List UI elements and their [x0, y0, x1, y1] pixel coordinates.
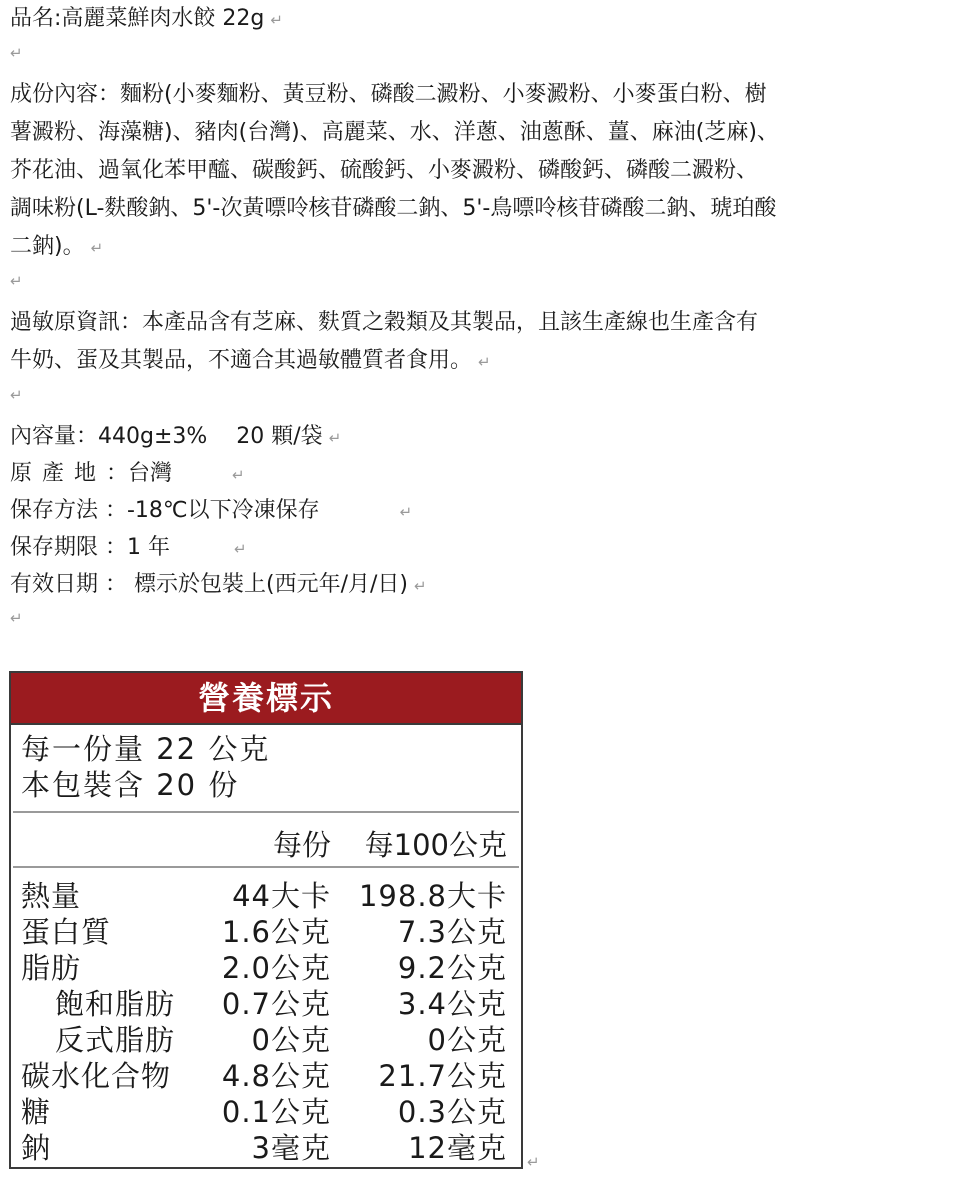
blank-line	[10, 266, 950, 304]
document-body	[10, 0, 950, 641]
ingredients-paragraph	[10, 76, 950, 266]
paragraph-mark-icon: ↵	[399, 503, 413, 521]
paragraph-mark-icon: ↵	[10, 44, 23, 62]
col-per-100g: 每100公克	[364, 828, 507, 862]
nutrient-per-100g: 9.2公克	[397, 951, 507, 985]
nutrition-rows	[11, 868, 521, 1166]
nutrient-per-100g: 3.4公克	[397, 987, 507, 1021]
nutrition-facts-panel	[9, 671, 523, 1169]
product-label: 品名:	[10, 6, 62, 31]
nutrient-name: 鈉	[21, 1131, 52, 1165]
nutrient-per-100g: 21.7公克	[378, 1059, 507, 1093]
nutrition-row	[11, 1022, 521, 1058]
expiry-text: 有效日期 ： 標示於包裝上(西元年/月/日)	[10, 572, 408, 597]
origin-label: 原產地	[10, 461, 107, 486]
nutrient-per-serving: 4.8公克	[221, 1059, 331, 1093]
paragraph-mark-icon: ↵	[90, 239, 104, 257]
serving-info	[11, 725, 521, 811]
allergen-line-text: 牛奶、蛋及其製品，不適合其過敏體質者食用。	[10, 348, 473, 373]
paragraph-mark-icon: ↵	[270, 11, 283, 29]
origin-line	[10, 455, 950, 492]
nutrient-name: 反式脂肪	[55, 1023, 176, 1057]
paragraph-mark-icon: ↵	[10, 272, 23, 290]
ingredients-line: 薯澱粉、海藻糖)、豬肉(台灣)、高麗菜、水、洋蔥、油蔥酥、薑、麻油(芝麻)、	[10, 120, 779, 145]
paragraph-mark-icon: ↵	[413, 577, 427, 595]
nutrient-per-serving: 0.1公克	[221, 1095, 331, 1129]
paragraph-mark-icon: ↵	[527, 1153, 540, 1171]
nutrition-row	[11, 1094, 521, 1130]
content-line	[10, 418, 950, 455]
shelf-life-text: 保存期限 ：1 年	[10, 535, 170, 560]
paragraph-mark-icon: ↵	[10, 609, 23, 627]
nutrient-per-serving: 0公克	[251, 1023, 331, 1057]
storage-line	[10, 492, 950, 529]
nutrient-name: 糖	[21, 1095, 52, 1129]
ingredients-line: 調味粉(L-麩酸鈉、5'-次黃嘌呤核苷磷酸二鈉、5'-鳥嘌呤核苷磷酸二鈉、琥珀酸	[10, 196, 777, 221]
blank-line	[10, 380, 950, 418]
nutrient-name: 碳水化合物	[21, 1059, 172, 1093]
paragraph-mark-icon: ↵	[478, 353, 491, 371]
allergen-paragraph	[10, 304, 950, 380]
nutrition-row	[11, 1058, 521, 1094]
nutrient-name: 飽和脂肪	[55, 987, 176, 1021]
serving-size: 每一份量 22 公克	[21, 732, 271, 766]
blank-line	[10, 603, 950, 641]
allergen-line-last	[10, 342, 950, 380]
nutrition-row	[11, 878, 521, 914]
nutrient-per-serving: 44大卡	[232, 879, 331, 913]
nutrient-per-serving: 0.7公克	[221, 987, 331, 1021]
ingredients-line-last	[10, 228, 950, 266]
product-name-line	[10, 0, 950, 38]
nutrient-per-serving: 3毫克	[251, 1131, 331, 1165]
nutrient-per-100g: 198.8大卡	[358, 879, 507, 913]
paragraph-mark-icon: ↵	[10, 386, 23, 404]
nutrition-row	[11, 986, 521, 1022]
nutrient-name: 熱量	[21, 879, 82, 913]
product-name: 高麗菜鮮肉水餃 22g	[61, 6, 265, 31]
nutrition-row	[11, 1130, 521, 1166]
nutrient-name: 蛋白質	[21, 915, 112, 949]
paragraph-mark-icon: ↵	[328, 429, 342, 447]
nutrient-per-100g: 0公克	[427, 1023, 507, 1057]
paragraph-mark-icon: ↵	[232, 466, 245, 484]
nutrition-title: 營養標示	[11, 673, 521, 725]
nutrient-per-serving: 2.0公克	[221, 951, 331, 985]
ingredients-line-text: 二鈉)。	[10, 234, 85, 259]
expiry-line	[10, 566, 950, 603]
nutrient-per-100g: 7.3公克	[397, 915, 507, 949]
ingredients-line: 成份內容：麵粉(小麥麵粉、黃豆粉、磷酸二澱粉、小麥澱粉、小麥蛋白粉、樹	[10, 82, 767, 107]
ingredients-line: 芥花油、過氧化苯甲醯、碳酸鈣、硫酸鈣、小麥澱粉、磷酸鈣、磷酸二澱粉、	[10, 158, 759, 183]
nutrition-column-headers	[11, 813, 521, 866]
allergen-line: 過敏原資訊：本產品含有芝麻、麩質之穀類及其製品，且該生產線也生產含有	[10, 310, 759, 335]
nutrient-name: 脂肪	[21, 951, 82, 985]
nutrition-row	[11, 914, 521, 950]
servings-per-package: 本包裝含 20 份	[21, 768, 240, 802]
shelf-life-line	[10, 529, 950, 566]
nutrient-per-serving: 1.6公克	[221, 915, 331, 949]
content-text: 內容量：440g±3% 20 顆/袋	[10, 424, 323, 449]
storage-text: 保存方法 ：-18℃以下冷凍保存	[10, 498, 320, 523]
col-per-serving: 每份	[272, 828, 331, 862]
origin-value: ：台灣	[106, 461, 173, 486]
paragraph-mark-icon: ↵	[233, 540, 247, 558]
nutrient-per-100g: 12毫克	[408, 1131, 507, 1165]
nutrition-row	[11, 950, 521, 986]
blank-line	[10, 38, 950, 76]
nutrient-per-100g: 0.3公克	[397, 1095, 507, 1129]
